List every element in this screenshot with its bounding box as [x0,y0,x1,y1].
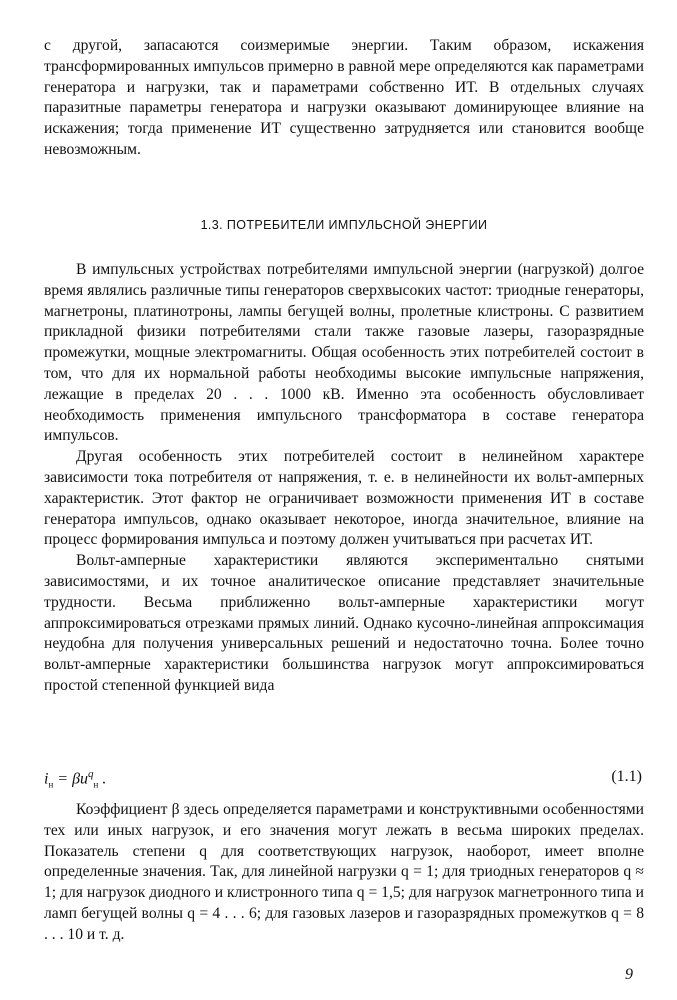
formula-lhs-sub: н [48,779,54,790]
section-number: 1.3. [200,218,224,232]
formula-tail: . [98,770,107,788]
intro-paragraph: с другой, запасаются соизмеримые энергии. Таким образом, искажения трансформированных импульсов примерно в равной мере определяются как параметрами генератора и нагрузки, так и параметрами собственно ИТ. В отдельных случаях паразитные параметры генератора и нагрузки оказывают доминирующее влияние на искажения; тогда применение ИТ существенно затрудняется или становится вообще невозможным. [44,37,644,158]
body-text-continued [44,800,644,946]
formula-rhs-sub: н [93,779,99,790]
formula-eq: = βu [53,770,89,788]
formula-rhs-sup: q [88,768,94,780]
formula [44,768,106,790]
body-text [44,260,644,697]
formula-lhs: i [44,770,49,788]
final-paragraph: Коэффициент β здесь определяется параметрами и конструктивными особенностями тех или иных нагрузок, и его значения могут лежать в весьма широких пределах. Показатель степени q для соответствующих нагрузок, наоборот, имеет вполне определенные значения. Так, для линейной нагрузки q = 1; для триодных генераторов q ≈ 1; для нагрузок диодного и клистронного типа q = 1,5; для нагрузок магнетронного типа и ламп бегущей волны q = 4 . . . 6; для газовых лазеров и газоразрядных промежутков q = 8 . . . 10 и т. д. [44,801,644,943]
equation-number: (1.1) [611,768,642,785]
page-number: 9 [625,966,633,983]
intro-paragraph-block [44,36,644,161]
paragraph-3: Вольт-амперные характеристики являются экспериментально снятыми зависимостями, и их точное аналитическое описание представляет значительные трудности. Весьма приближенно вольт-амперные характеристики могут аппроксимироваться отрезками прямых линий. Однако кусочно-линейная аппроксимация неудобна для получения универсальных решений и недостаточно точна. Более точно вольт-амперные характеристики большинства нагрузок могут аппроксимироваться простой степенной функцией вида [44,552,644,694]
formula-row [44,768,644,792]
paragraph-2: Другая особенность этих потребителей состоит в нелинейном характере зависимости тока потребителя от напряжения, т. е. в нелинейности их вольт-амперных характеристик. Этот фактор не ограничивает возможности применения ИТ в составе генератора импульсов, однако оказывает некоторое, иногда значительное, влияние на процесс формирования импульса и поэтому должен учитываться при расчетах ИТ. [44,448,644,549]
section-heading [44,218,644,232]
paragraph-1: В импульсных устройствах потребителями импульсной энергии (нагрузкой) долгое время являлись различные типы генераторов сверхвысоких частот: триодные генераторы, магнетроны, платинотроны, лампы бегущей волны, пролетные клистроны. С развитием прикладной физики потребителями стали также газовые лазеры, газоразрядные промежутки, мощные электромагниты. Общая особенность этих потребителей состоит в том, что для их нормальной работы необходимы высокие импульсные напряжения, лежащие в пределах 20 . . . 1000 кВ. Именно эта особенность обусловливает необходимость применения импульсного трансформатора в составе генератора импульсов. [44,261,644,445]
section-title: ПОТРЕБИТЕЛИ ИМПУЛЬСНОЙ ЭНЕРГИИ [226,218,488,232]
